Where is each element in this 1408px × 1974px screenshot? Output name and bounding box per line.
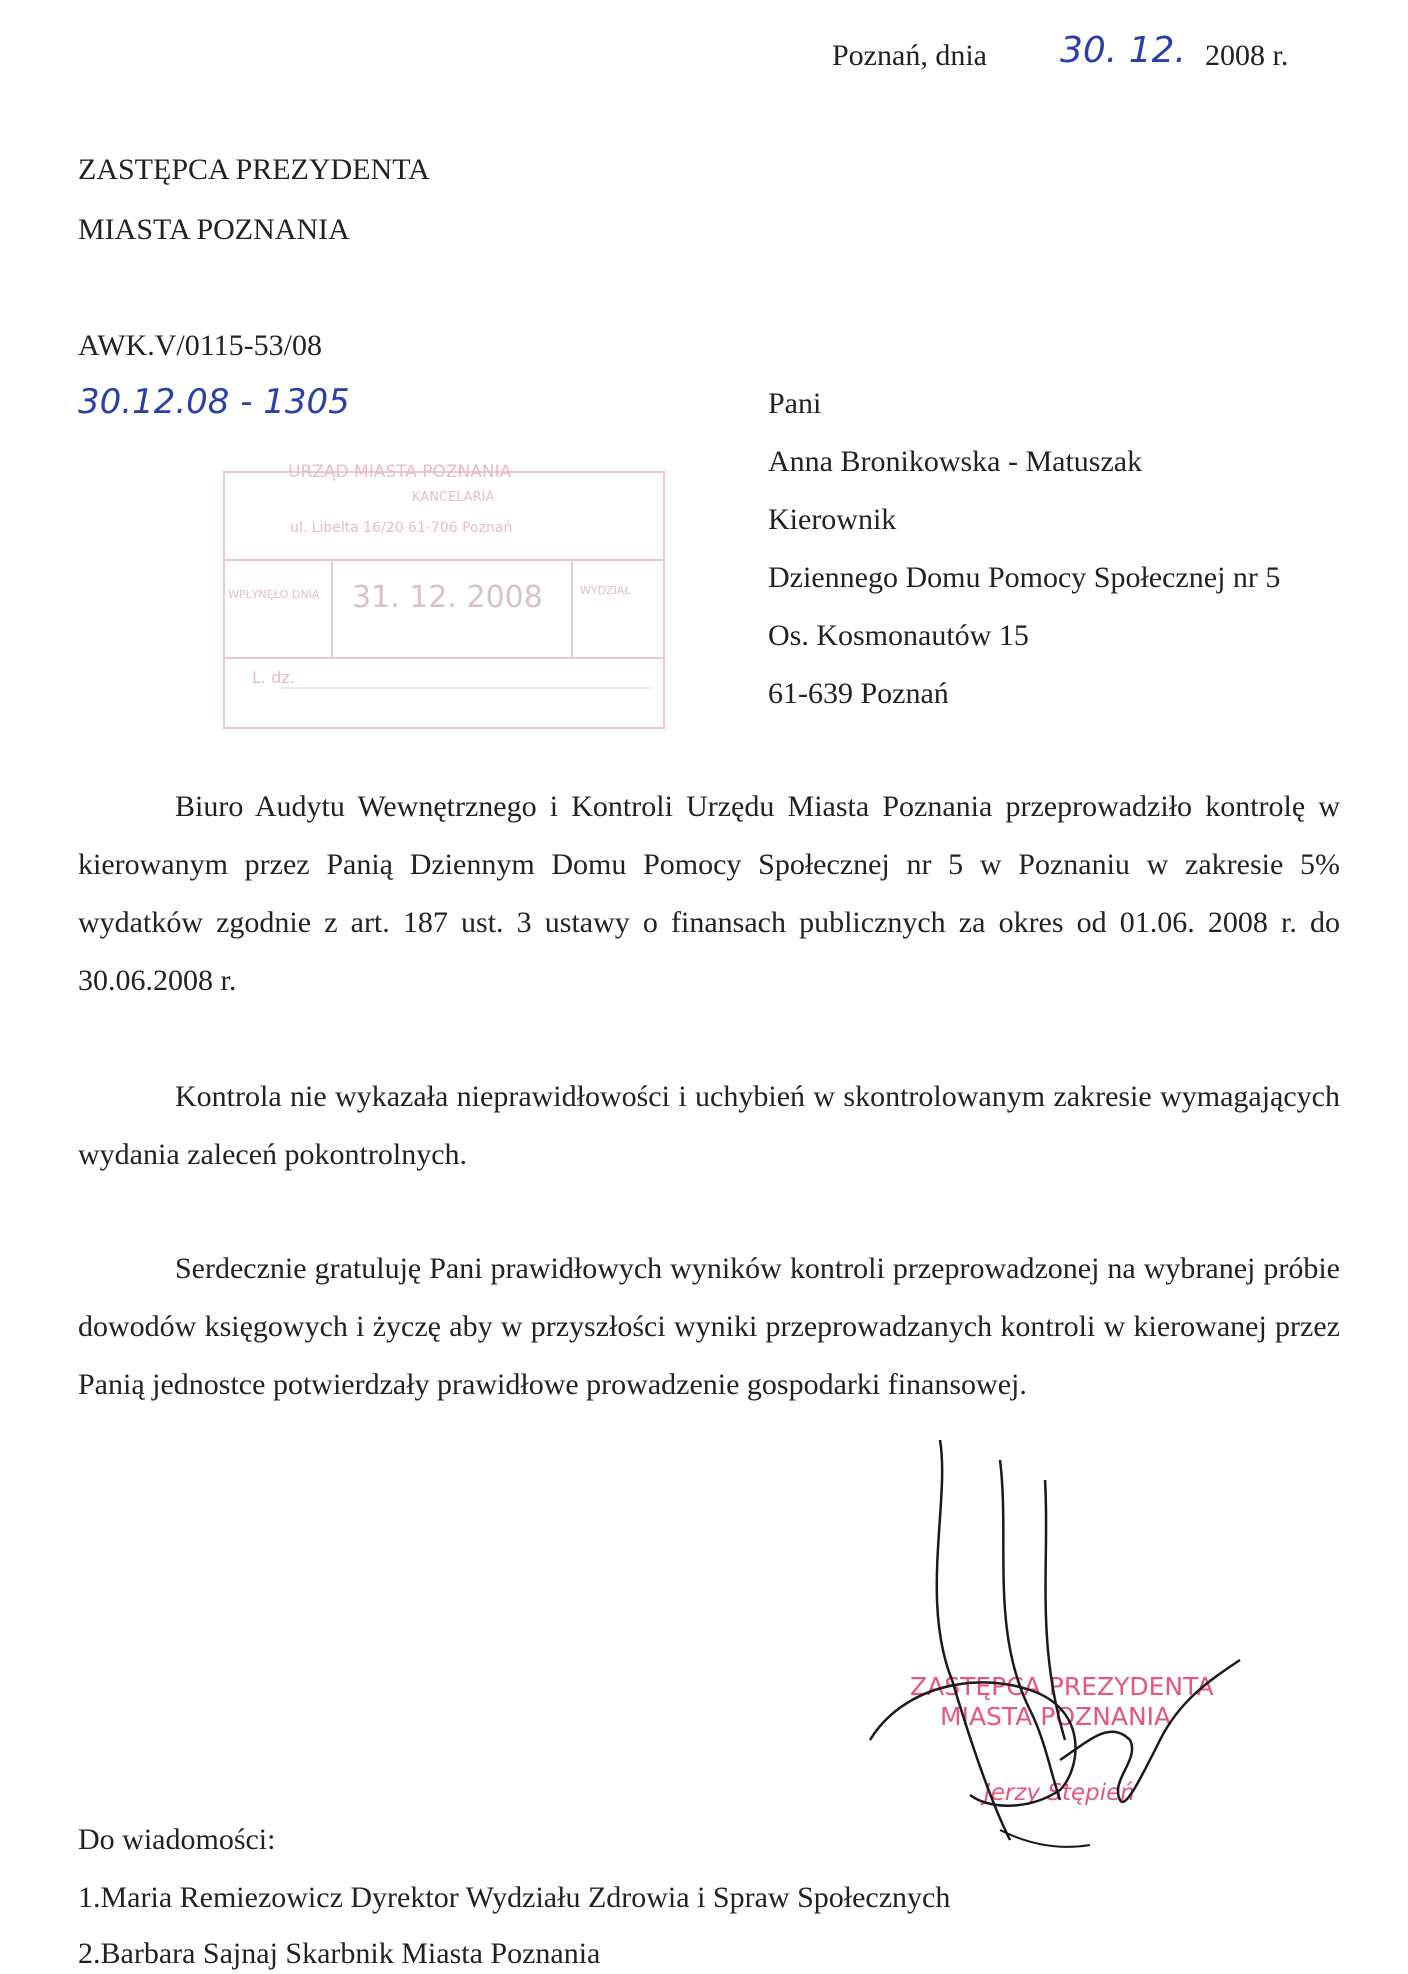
stamp-label-left: WPŁYNĘŁO DNIA xyxy=(228,588,320,601)
recipient-institution: Dziennego Domu Pomocy Społecznej nr 5 xyxy=(768,561,1281,594)
body-paragraph-1: Biuro Audytu Wewnętrznego i Kontroli Urzędu Miasta Poznania przeprowadziło kontrolę w kierowanym przez Panią Dziennym Domu Pomocy Społecznej nr 5 w Poznaniu w zakresie 5% wydatków zgodnie z art. 187 ust. 3 ustawy o finansach publicznych za okres od 01.06. 2008 r. do 30.06.2008 r. xyxy=(78,790,1340,997)
stamp-line3: ul. Libelta 16/20 61-706 Poznań xyxy=(290,520,513,536)
stamp-label-right: WYDZIAŁ xyxy=(580,584,631,597)
recipient-name: Anna Bronikowska - Matuszak xyxy=(768,445,1143,478)
received-stamp xyxy=(222,448,674,730)
cc-item-1: 1.Maria Remiezowicz Dyrektor Wydziału Zdrowia i Spraw Społecznych xyxy=(78,1881,951,1914)
recipient-salutation: Pani xyxy=(768,387,822,420)
signature-stamp-name: Jerzy Stępień xyxy=(984,1780,1135,1806)
year: 2008 r. xyxy=(1205,39,1289,72)
reference-number: AWK.V/0115-53/08 xyxy=(78,329,322,362)
date-line xyxy=(832,38,987,74)
recipient-street: Os. Kosmonautów 15 xyxy=(768,619,1029,652)
recipient-title: Kierownik xyxy=(768,503,897,536)
handwritten-reference: 30.12.08 - 1305 xyxy=(78,382,350,422)
handwritten-date: 30. 12. xyxy=(1060,30,1186,71)
place-prefix: Poznań, dnia xyxy=(832,39,987,72)
recipient-city: 61-639 Poznań xyxy=(768,677,949,710)
body-paragraph-2: Kontrola nie wykazała nieprawidłowości i uchybień w skontrolowanym zakresie wymagających wydania zaleceń pokontrolnych. xyxy=(78,1080,1340,1171)
body-paragraph-3: Serdecznie gratuluję Pani prawidłowych wyników kontroli przeprowadzonej na wybranej próbie dowodów księgowych i życzę aby w przyszłości wyniki przeprowadzanych kontroli w kierowanej przez Panią jednostce potwierdzały prawidłowe prowadzenie gospodarki finansowej. xyxy=(78,1252,1340,1401)
sender-line2: MIASTA POZNANIA xyxy=(78,213,350,246)
cc-item-2: 2.Barbara Sajnaj Skarbnik Miasta Poznania xyxy=(78,1937,601,1970)
stamp-line2: KANCELARIA xyxy=(412,490,495,505)
stamp-date: 31. 12. 2008 xyxy=(352,580,543,615)
handwritten-signature-icon xyxy=(860,1440,1300,1860)
sender-line1: ZASTĘPCA PREZYDENTA xyxy=(78,153,430,186)
cc-heading: Do wiadomości: xyxy=(78,1823,276,1856)
signature-stamp-line2: MIASTA POZNANIA xyxy=(940,1702,1172,1731)
signature-stamp-line1: ZASTĘPCA PREZYDENTA xyxy=(910,1672,1214,1701)
stamp-line1: URZĄD MIASTA POZNANIA xyxy=(288,462,512,482)
stamp-label-bottom: L. dz. xyxy=(252,668,295,687)
